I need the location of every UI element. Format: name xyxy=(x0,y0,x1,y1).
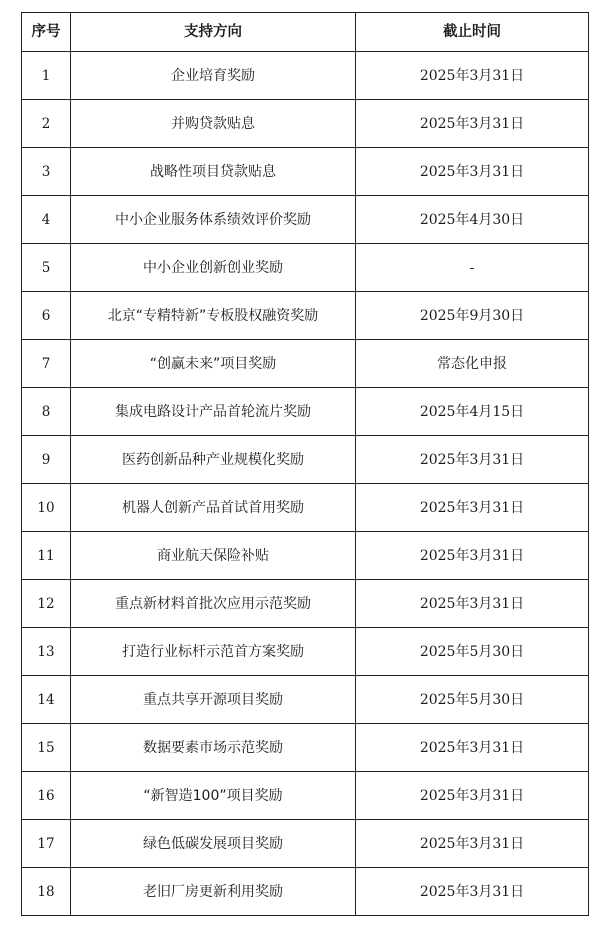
cell-serial-number: 2 xyxy=(22,100,71,148)
cell-deadline: 2025年3月31日 xyxy=(356,772,589,820)
cell-deadline: 2025年5月30日 xyxy=(356,628,589,676)
cell-support-direction: 机器人创新产品首试首用奖励 xyxy=(71,484,356,532)
cell-support-direction: 老旧厂房更新利用奖励 xyxy=(71,868,356,916)
cell-serial-number: 9 xyxy=(22,436,71,484)
table-row xyxy=(22,532,589,580)
table-row xyxy=(22,580,589,628)
cell-support-direction: 企业培育奖励 xyxy=(71,52,356,100)
cell-deadline: 2025年3月31日 xyxy=(356,580,589,628)
cell-serial-number: 12 xyxy=(22,580,71,628)
cell-deadline: 2025年5月30日 xyxy=(356,676,589,724)
cell-serial-number: 18 xyxy=(22,868,71,916)
cell-serial-number: 8 xyxy=(22,388,71,436)
table-body xyxy=(22,52,589,916)
cell-serial-number: 6 xyxy=(22,292,71,340)
cell-support-direction: 集成电路设计产品首轮流片奖励 xyxy=(71,388,356,436)
header-serial-number: 序号 xyxy=(22,13,71,52)
cell-serial-number: 4 xyxy=(22,196,71,244)
cell-serial-number: 5 xyxy=(22,244,71,292)
support-direction-table xyxy=(21,12,589,916)
cell-deadline: 2025年3月31日 xyxy=(356,484,589,532)
table-row xyxy=(22,244,589,292)
cell-deadline: 2025年3月31日 xyxy=(356,148,589,196)
header-deadline: 截止时间 xyxy=(356,13,589,52)
cell-serial-number: 11 xyxy=(22,532,71,580)
cell-serial-number: 3 xyxy=(22,148,71,196)
cell-serial-number: 1 xyxy=(22,52,71,100)
cell-deadline: 2025年3月31日 xyxy=(356,820,589,868)
table-row xyxy=(22,436,589,484)
table-row xyxy=(22,868,589,916)
cell-deadline: 2025年3月31日 xyxy=(356,868,589,916)
cell-support-direction: 数据要素市场示范奖励 xyxy=(71,724,356,772)
cell-serial-number: 16 xyxy=(22,772,71,820)
cell-support-direction: “创赢未来”项目奖励 xyxy=(71,340,356,388)
cell-support-direction: 绿色低碳发展项目奖励 xyxy=(71,820,356,868)
cell-support-direction: 医药创新品种产业规模化奖励 xyxy=(71,436,356,484)
cell-deadline: 常态化申报 xyxy=(356,340,589,388)
table-row xyxy=(22,772,589,820)
table-row xyxy=(22,388,589,436)
cell-deadline: 2025年3月31日 xyxy=(356,52,589,100)
cell-support-direction: 商业航天保险补贴 xyxy=(71,532,356,580)
cell-support-direction: 并购贷款贴息 xyxy=(71,100,356,148)
table-row xyxy=(22,820,589,868)
support-table-container xyxy=(21,12,588,916)
table-row xyxy=(22,196,589,244)
header-support-direction: 支持方向 xyxy=(71,13,356,52)
table-row xyxy=(22,52,589,100)
cell-serial-number: 7 xyxy=(22,340,71,388)
cell-serial-number: 15 xyxy=(22,724,71,772)
cell-deadline: 2025年4月30日 xyxy=(356,196,589,244)
cell-support-direction: 战略性项目贷款贴息 xyxy=(71,148,356,196)
cell-deadline: 2025年3月31日 xyxy=(356,724,589,772)
cell-deadline: 2025年4月15日 xyxy=(356,388,589,436)
cell-support-direction: 重点共享开源项目奖励 xyxy=(71,676,356,724)
table-header xyxy=(22,13,589,52)
table-row xyxy=(22,676,589,724)
cell-serial-number: 13 xyxy=(22,628,71,676)
cell-serial-number: 10 xyxy=(22,484,71,532)
header-row xyxy=(22,13,589,52)
cell-deadline: - xyxy=(356,244,589,292)
cell-deadline: 2025年3月31日 xyxy=(356,436,589,484)
cell-support-direction: 重点新材料首批次应用示范奖励 xyxy=(71,580,356,628)
cell-deadline: 2025年3月31日 xyxy=(356,532,589,580)
table-row xyxy=(22,148,589,196)
table-row xyxy=(22,292,589,340)
cell-deadline: 2025年9月30日 xyxy=(356,292,589,340)
table-row xyxy=(22,340,589,388)
table-row xyxy=(22,484,589,532)
cell-support-direction: 中小企业创新创业奖励 xyxy=(71,244,356,292)
cell-serial-number: 14 xyxy=(22,676,71,724)
cell-support-direction: “新智造100”项目奖励 xyxy=(71,772,356,820)
cell-support-direction: 北京“专精特新”专板股权融资奖励 xyxy=(71,292,356,340)
cell-support-direction: 中小企业服务体系绩效评价奖励 xyxy=(71,196,356,244)
cell-deadline: 2025年3月31日 xyxy=(356,100,589,148)
table-row xyxy=(22,100,589,148)
table-row xyxy=(22,628,589,676)
table-row xyxy=(22,724,589,772)
cell-serial-number: 17 xyxy=(22,820,71,868)
cell-support-direction: 打造行业标杆示范首方案奖励 xyxy=(71,628,356,676)
